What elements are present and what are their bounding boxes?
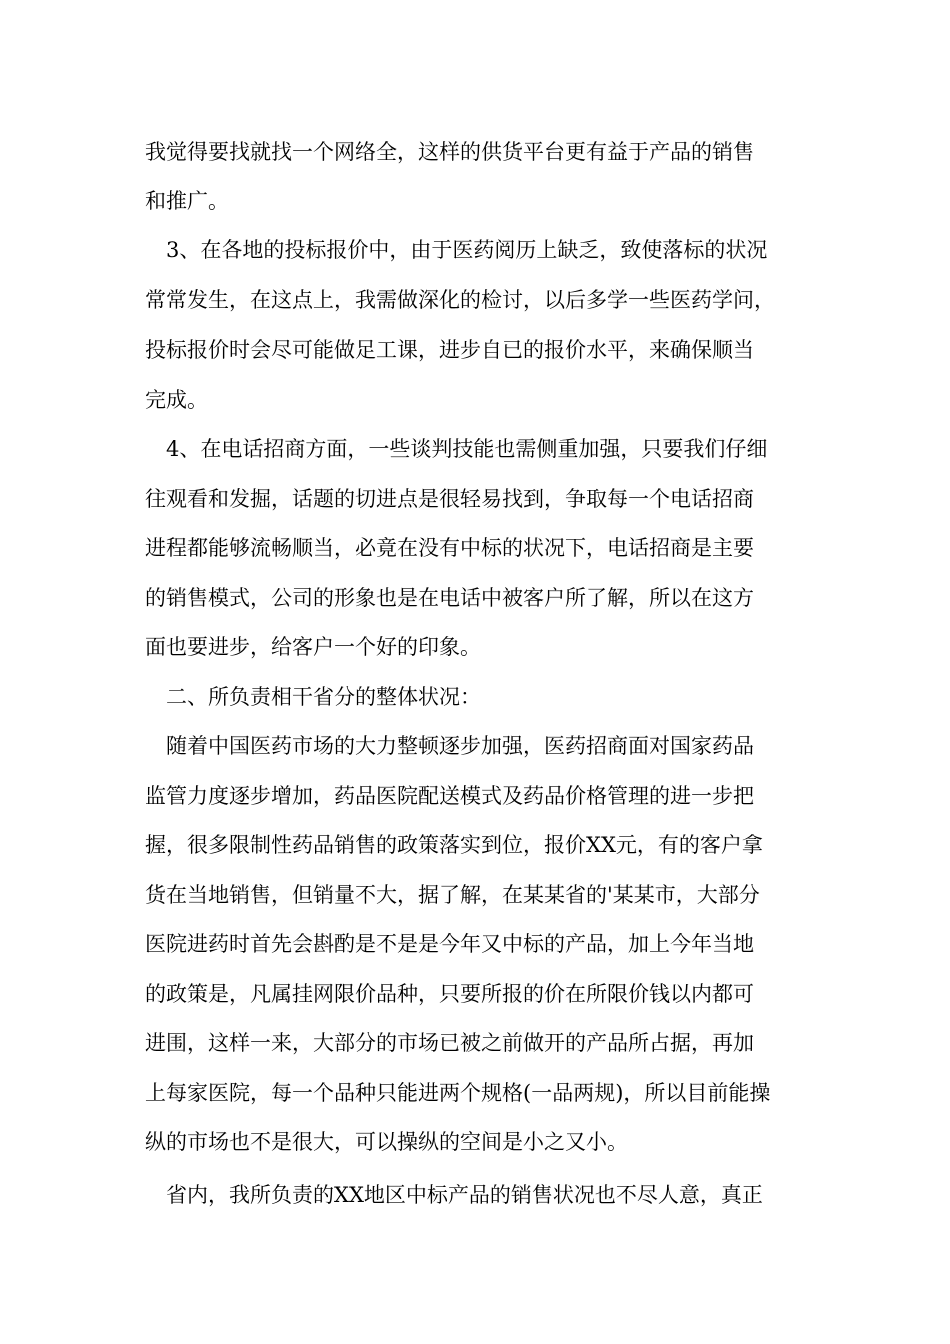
paragraph-start-line: 随着中国医药市场的大力整顿逐步加强，医药招商面对国家药品 (166, 734, 754, 758)
text-line: 进围，这样一来，大部分的市场已被之前做开的产品所占据，再加 (145, 1031, 754, 1055)
text-line: 投标报价时会尽可能做足工课，进步自已的报价水平，来确保顺当 (145, 338, 754, 362)
section-heading: 二、所负责相干省分的整体状况： (166, 685, 481, 709)
paragraph-start-line: 4、在电话招商方面，一些谈判技能也需侧重加强，只要我们仔细 (166, 437, 768, 461)
text-line: 我觉得要找就找一个网络全，这样的供货平台更有益于产品的销售 (145, 140, 754, 164)
text-line: 的销售模式，公司的形象也是在电话中被客户所了解，所以在这方 (145, 586, 754, 610)
text-line: 的政策是，凡属挂网限价品种，只要所报的价在所限价钱以内都可 (145, 982, 754, 1006)
text-line: 常常发生，在这点上，我需做深化的检讨，以后多学一些医药学问， (145, 288, 775, 312)
text-line: 纵的市场也不是很大，可以操纵的空间是小之又小。 (145, 1130, 628, 1154)
paragraph-start-line: 3、在各地的投标报价中，由于医药阅历上缺乏，致使落标的状况 (166, 238, 768, 262)
text-line: 往观看和发掘，话题的切进点是很轻易找到，争取每一个电话招商 (145, 487, 754, 511)
paragraph-start-line: 省内，我所负责的XX地区中标产品的销售状况也不尽人意，真正 (166, 1183, 763, 1207)
text-line: 货在当地销售，但销量不大，据了解，在某某省的'某某市，大部分 (145, 883, 760, 907)
text-line: 进程都能够流畅顺当，必竟在没有中标的状况下，电话招商是主要 (145, 536, 754, 560)
text-line: 完成。 (145, 388, 208, 412)
text-line: 上每家医院，每一个品种只能进两个规格(一品两规)，所以目前能操 (145, 1081, 771, 1105)
text-line: 面也要进步，给客户一个好的印象。 (145, 635, 481, 659)
text-line: 和推广。 (145, 189, 229, 213)
text-line: 握，很多限制性药品销售的政策落实到位，报价XX元，有的客户拿 (145, 833, 763, 857)
text-line: 监管力度逐步增加，药品医院配送模式及药品价格管理的进一步把 (145, 784, 754, 808)
text-line: 医院进药时首先会斟酌是不是是今年又中标的产品，加上今年当地 (145, 932, 754, 956)
